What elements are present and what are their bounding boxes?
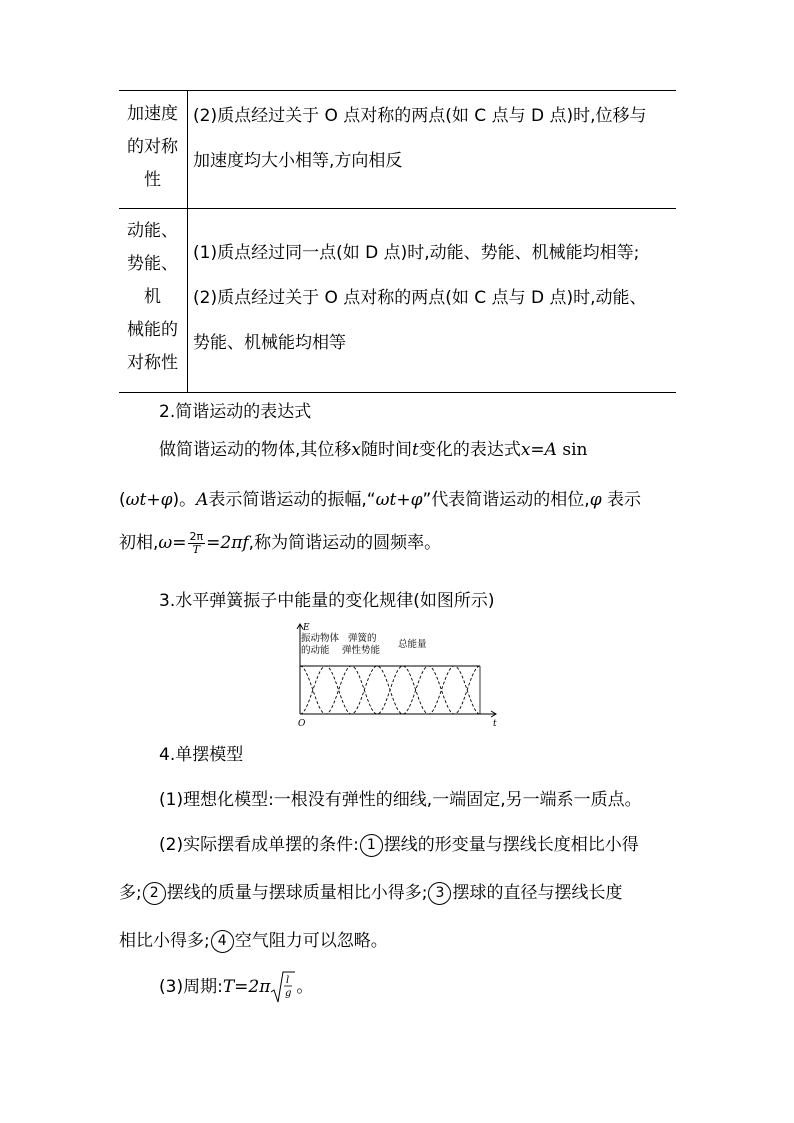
table-bottom-border: [119, 392, 676, 393]
frac-num: 2π: [189, 529, 204, 543]
sqrt-num: l: [286, 975, 290, 986]
row2-label-line: 动能、: [127, 221, 178, 241]
section-2-para-line3: [119, 528, 441, 556]
text: (: [119, 490, 126, 510]
row2-content-line: (1)质点经过同一点(如 D 点)时,动能、势能、机械能均相等;: [193, 243, 640, 263]
annotation-label: 总能量: [398, 639, 427, 650]
text: ”代表简谐运动的相位,: [422, 490, 590, 510]
section-2-para-line2: [119, 485, 641, 510]
table-row-divider: [119, 208, 676, 209]
text: 初相,: [119, 533, 159, 553]
phase-expr: ωt+φ: [375, 490, 423, 510]
row2-label-line: 对称性: [127, 353, 178, 373]
x-axis-label: t: [493, 719, 497, 728]
series-line-potential-energy: [300, 666, 480, 714]
text: 变化的表达式: [418, 440, 521, 460]
row2-label-line: 势能、: [127, 254, 178, 274]
text: )。: [172, 490, 197, 510]
circled-number: 3: [428, 882, 451, 905]
row1-label-line: 加速度: [127, 104, 178, 124]
text: 空气阻力可以忽略。: [234, 931, 388, 951]
text: 摆球的直径与摆线长度: [452, 883, 623, 903]
var-T: T: [222, 977, 235, 997]
row2-label-line: 械能的: [127, 320, 178, 340]
section-2-para-line1: [159, 435, 587, 460]
row1-content-line: (2)质点经过关于 O 点对称的两点(如 C 点与 D 点)时,位移与: [193, 106, 647, 126]
circled-number: 4: [211, 930, 234, 953]
sqrt-den: g: [285, 988, 292, 999]
sqrt-l-over-g: [270, 970, 296, 1004]
fraction-2pi-over-T: [188, 531, 206, 556]
var-phi: φ: [589, 490, 602, 510]
section-4-para-3: [119, 878, 622, 905]
text: 相比小得多;: [119, 931, 210, 951]
section-4-para-5: [159, 970, 313, 1004]
text: (3)周期:: [159, 977, 223, 997]
sin-text: sin: [562, 440, 588, 460]
formula-x-equals-a: x=A: [520, 440, 557, 460]
var-t: t: [412, 440, 419, 460]
row2-label-line: 机: [144, 287, 161, 307]
var-A: A: [196, 490, 209, 510]
table-column-divider: [187, 90, 188, 392]
section-3-heading: 3.水平弹簧振子中能量的变化规律(如图所示): [159, 591, 495, 611]
text: 做简谐运动的物体,其位移: [159, 440, 352, 460]
row1-content: [193, 94, 677, 184]
circled-number: 1: [360, 834, 383, 857]
row1-label-line: 的对称: [127, 137, 178, 157]
row2-content-line: 势能、机械能均相等: [193, 333, 346, 353]
text: ,称为简谐运动的圆频率。: [248, 533, 442, 553]
omega-eq: ω=: [158, 533, 187, 553]
text: (2)实际摆看成单摆的条件:: [159, 835, 359, 855]
section-2-heading: 2.简谐运动的表达式: [159, 402, 312, 422]
text: 摆线的形变量与摆线长度相比小得: [383, 835, 639, 855]
section-4-heading: 4.单摆模型: [159, 745, 244, 765]
text: =2π: [234, 977, 271, 997]
row2-content: [193, 231, 677, 366]
var-x: x: [351, 440, 361, 460]
text: 。: [296, 977, 314, 997]
row2-content-line: (2)质点经过关于 O 点对称的两点(如 C 点与 D 点)时,动能、: [193, 288, 647, 308]
text: 多;: [119, 883, 142, 903]
row1-label-line: 性: [144, 170, 161, 190]
var-f: f: [242, 533, 249, 553]
frac-den: T: [192, 542, 200, 556]
annotation-label: 弹簧的: [348, 633, 377, 644]
text: =2π: [206, 533, 243, 553]
phase-expr: ωt+φ: [125, 490, 173, 510]
chart-root: [297, 623, 497, 728]
text: 表示: [607, 490, 641, 510]
circled-number: 2: [143, 882, 166, 905]
row1-label: [119, 98, 186, 197]
annotation-label: 振动物体: [301, 633, 340, 644]
y-axis-label: E: [303, 623, 310, 633]
sqrt-sign: [270, 970, 296, 1004]
text: 随时间: [361, 440, 412, 460]
origin-label: O: [298, 719, 306, 728]
row1-content-line: 加速度均大小相等,方向相反: [193, 151, 403, 171]
energy-chart: [290, 620, 502, 728]
row2-label: [119, 215, 186, 380]
section-4-para-2: [159, 830, 639, 857]
annotation-label: 的动能: [301, 645, 330, 656]
text: 摆线的质量与摆球质量相比小得多;: [166, 883, 428, 903]
section-4-para-4: [119, 926, 388, 953]
text: 表示简谐运动的振幅,“: [208, 490, 376, 510]
table-top-border: [119, 90, 676, 91]
annotation-label: 弹性势能: [342, 645, 381, 656]
section-4-para-1: (1)理想化模型:一根没有弹性的细线,一端固定,另一端系一质点。: [159, 790, 642, 810]
